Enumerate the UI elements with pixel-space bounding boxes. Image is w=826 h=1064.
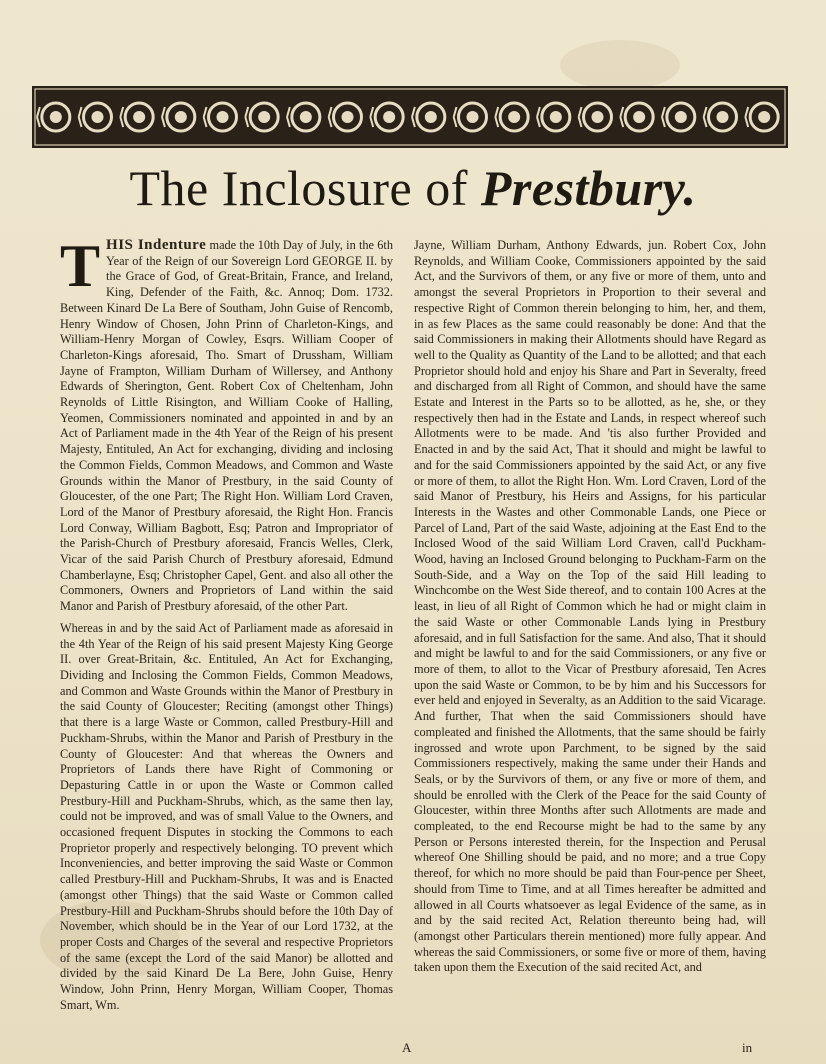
ornament-dot [425,111,437,123]
ornament-dot [717,111,729,123]
ornament-dot [342,111,354,123]
ornament-dot [92,111,104,123]
ornament-dot [633,111,645,123]
ornament-dot [258,111,270,123]
left-para-1-text: made the 10th Day of July, in the 6th Year of the Reign of our Sovereign Lord GEORGE II. by the Grace of God, of Great-Britain, France, and Ireland, King, Defender of the Faith, &c. Annoq; Dom. 1732. Between Kinard De La Bere of Southam, John Guise of Rencomb, Henry Window of Chosen, John Prinn of Charleton-Kings, and William-Henry Morgan of Cowley, Esqrs. William Cooper of Charleton-Kings aforesaid, Tho. Smart of Drussham, William Jayne of Frampton, William Durham of Willersey, and Anthony Edwards of Sherington, Gent. Robert Cox of Cheltenham, John Reynolds of Little Risington, and William Cooke of Halling, Yeomen, Commissioners nominated and appointed in and by an Act of Parliament made in the 4th Year of the Reign of his present Majesty, Entituled, An Act for exchanging, dividing and inclosing the Common Fields, Common Meadows, and Common and Waste Grounds within the Manor of Prestbury, in the said County of Gloucester, of the one Part; The Right Hon. William Lord Craven, Lord of the Manor of Prestbury aforesaid, the Right Hon. Francis Lord Conway, William Bagbott, Esq; Patron and Impropriator of the Parish-Church of Prestbury aforesaid, Francis Welles, Clerk, Vicar of the said Parish Church of Prestbury aforesaid, Edmund Chamberlayne, Esq; Christopher Capel, Gent. and also all other the Commoners, Owners and Proprietors of Land within the said Manor and Parish of Prestbury aforesaid, of the other Part. [60,238,393,614]
ornament-dot [217,111,229,123]
right-para-1: Jayne, William Durham, Anthony Edwards, jun. Robert Cox, John Reynolds, and William Cooke, Commissioners appointed by the said Act, and the Survivors of them, or any five or more of them, unto and amongst the several Proprietors in Proportion to their several and respective Right of Common therein belonging to him, her, and them, in as few Places as the same could reasonably be done: And that the said Commissioners in making their Allotments should have Regard as well to the Quality as Quantity of the Land to be allotted; and that each Proprietor should hold and enjoy his Share and Part in Severalty, freed and discharged from all Right of Common, and should have the same Estate and Interest in the Parts so to be allotted, as he, she, or they respectively then had in the Estate and Lands, in respect whereof such Allotments were to be made. And 'tis also further Provided and Enacted in and by the said Act, That it should and might be lawful to and for the said Commissioners appointed by the said Act, or any five or more of them, to allot the Right Hon. Wm. Lord Craven, Lord of the said Manor of Prestbury, his Heirs and Assigns, for his particular Interests in the Wastes and other Commonable Lands, one Piece or Parcel of Land, Part of the said Waste, adjoining at the East End to the Inclosed Wood of the said William Lord Craven, call'd Puckham-Wood, having an Inclosed Ground belonging to Puckham-Farm on the South-Side, and a Way on the Top of the said Hill leading to Winchcombe on the West Side thereof, and to contain 100 Acres at the least, in lieu of all Right of Common which he had or might claim in the said Waste or other Commonable Lands lying in Prestbury aforesaid, and in full Satisfaction for the same. And also, That it should and might be lawful to and for the said Commissioners, or any five or more of them, to allot to the Vicar of Prestbury aforesaid, Ten Acres upon the said Waste or Common, to be by him and his Successors for ever held and enjoyed in Severalty, as an Addition to the said Vicarage. And further, That when the said Commissioners should have compleated and finished the Allotments, that the same should be fairly ingrossed and wrote upon Parchment, to be signed by the said Commissioners respectively, making the same under their Hands and Seals, or by the Survivors of them, or any five or more of them, and should be enrolled with the Clerk of the Peace for the said County of Gloucester, within three Months after such Allotments are made and compleated, to the end Recourse might be had to the same by any Person or Persons interested therein, for the Inspection and Perusal whereof One Shilling should be paid, and no more; and a true Copy thereof, for which no more should be paid than Four-pence per Sheet, should from Time to Time, and at all Times hereafter be admitted and allowed in all Courts whatsoever as legal Evidence of the same, as in and by the said recited Act, Relation thereunto being had, will (amongst other Particulars therein mentioned) more fully appear. And whereas the said Commissioners, or some five or more of them, having taken upon them the Execution of the said recited Act, and [414,238,766,975]
title-main: The Inclosure of [129,160,468,216]
right-column [414,238,766,982]
blackletter-heading: HIS Indenture [106,237,207,253]
paper-stain [560,40,680,90]
ornament-dot [300,111,312,123]
ornament-dot [383,111,395,123]
ornament-band [32,86,788,148]
ornament-dot [592,111,604,123]
page-title [0,158,826,218]
ornament-dot [175,111,187,123]
signature-mark: A [402,1040,412,1055]
ornament-dot [675,111,687,123]
left-column [60,233,393,1019]
ornament-dot [467,111,479,123]
drop-cap: T [60,233,101,299]
ornament-dot [133,111,145,123]
title-place: Prestbury. [480,160,697,216]
ornament-dot [550,111,562,123]
ornament-dot [758,111,770,123]
ornament-dot [50,111,62,123]
left-para-1 [60,233,393,615]
catchword: in [742,1040,753,1055]
left-para-2: Whereas in and by the said Act of Parliament made as aforesaid in the 4th Year of the Reign of his said present Majesty King George II. over Great-Britain, &c. Entituled, An Act for Exchanging, Dividing and Inclosing the Common Fields, Common Meadows, and Common and Waste Grounds within the Manor of Prestbury in the said County of Gloucester; Reciting (amongst other Things) that there is a large Waste or Common, called Prestbury-Hill and Puckham-Shrubs, within the Manor and Parish of Prestbury in the County of Gloucester: And that whereas the Owners and Proprietors of Lands there have Right of Commoning or Depasturing Cattle in or upon the Waste or Common called Prestbury-Hill and Puckham-Shrubs, which, as the same then lay, could not be improved, and was of small Value to the Owners, and occasioned frequent Disputes in stocking the Commons to each Proprietor properly and respectively belonging. TO prevent which Inconveniencies, and better improving the said Waste or Common called Prestbury-Hill and Puckham-Shrubs, It was and is Enacted (amongst other Things) that the said Waste or Common called Prestbury-Hill and Puckham-Shrubs should before the 10th Day of November, which should be in the Year of our Lord 1732, at the proper Costs and Charges of the several and respective Proprietors of the same (except the Lord of the said Manor) be allotted and divided by the said Kinard De La Bere, John Guise, Henry Window, John Prinn, Henry Morgan, William Cooper, Thomas Smart, Wm. [60,620,393,1012]
ornament-dot [508,111,520,123]
